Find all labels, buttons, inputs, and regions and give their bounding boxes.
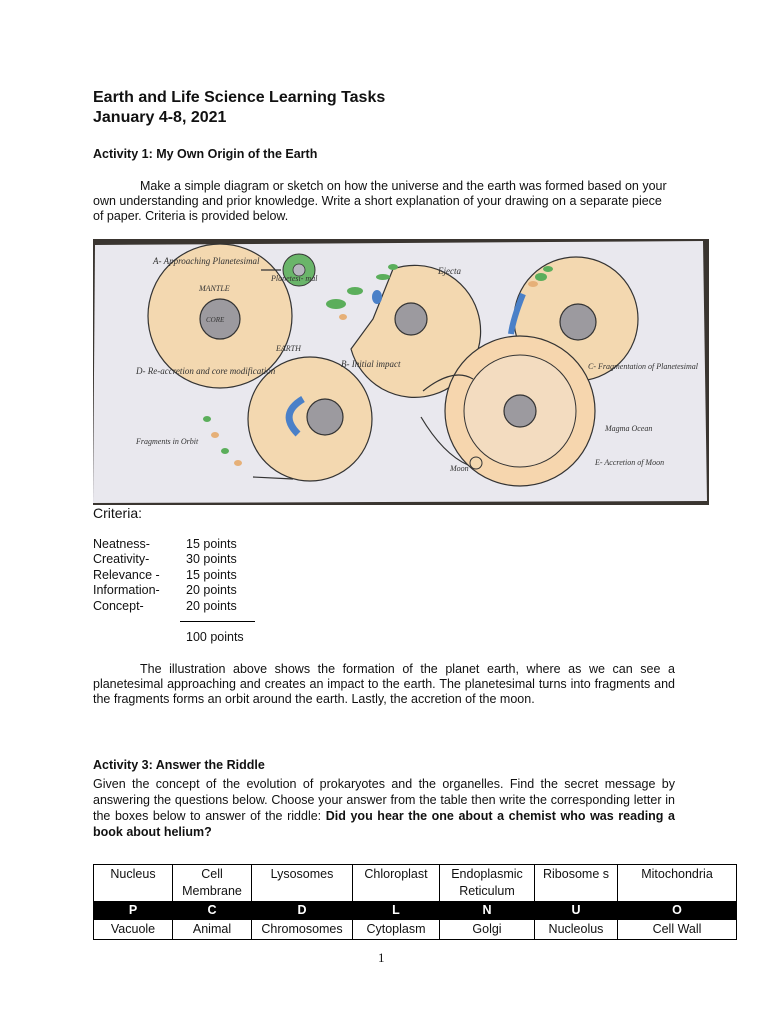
- table-cell: Cell Membrane: [173, 865, 252, 902]
- criteria-points: 20 points: [186, 583, 237, 597]
- table-cell: O: [618, 902, 737, 920]
- criteria-name: Neatness-: [93, 537, 150, 551]
- table-cell: Nucleolus: [535, 920, 618, 940]
- explanation-paragraph: The illustration above shows the formation of the planet earth, where as we can see a planetesimal approaching and creates an impact to the earth. The planetesimal turns into fragments and the fragments forms an orbit around the earth. Lastly, the accretion of the moon.: [93, 662, 675, 706]
- table-cell: Animal: [173, 920, 252, 940]
- table-cell: Chromosomes: [252, 920, 353, 940]
- criteria-total: 100 points: [186, 630, 244, 644]
- activity1-instructions: Make a simple diagram or sketch on how the universe and the earth was formed based on your own understanding and prior knowledge. Write a short explanation of your drawing on a separate piece of paper. Criteria is provided below.: [93, 179, 667, 223]
- activity3-intro-text: Given the concept of the evolution of prokaryotes and the organelles. Find the secret message by answering the questions below. Choose your answer from the table then write the corresponding letter in the boxes below to answer of the riddle:: [93, 777, 675, 823]
- criteria-label: Criteria:: [93, 505, 143, 521]
- criteria-name: Concept-: [93, 599, 144, 613]
- label-a: A- Approaching Planetesimal: [153, 256, 260, 266]
- criteria-points: 20 points: [186, 599, 237, 613]
- riddle-question: Did you hear the one about a chemist who was reading a book about helium?: [93, 809, 675, 839]
- activity3-intro: [93, 776, 675, 840]
- criteria-row: [93, 568, 293, 583]
- diagram-photo: [93, 239, 709, 505]
- criteria-name: Creativity-: [93, 552, 150, 566]
- table-cell: Ribosome s: [535, 865, 618, 902]
- table-cell: D: [252, 902, 353, 920]
- label-magma: Magma Ocean: [605, 424, 653, 433]
- table-cell: Golgi: [440, 920, 535, 940]
- diagram-drawing: [93, 239, 709, 505]
- page-number: 1: [378, 950, 385, 965]
- label-planetesimal: Planetesi- mal: [271, 274, 318, 283]
- label-mantle: MANTLE: [199, 284, 230, 293]
- criteria-row: [93, 599, 293, 614]
- label-c: C- Fragmentation of Planetesimal: [588, 362, 698, 371]
- criteria-row: [93, 552, 293, 567]
- table-cell: Cell Wall: [618, 920, 737, 940]
- table-cell: L: [353, 902, 440, 920]
- label-core: CORE: [206, 316, 225, 324]
- table-cell: U: [535, 902, 618, 920]
- table-row: [94, 902, 737, 920]
- criteria-row: [93, 537, 293, 552]
- criteria-name: Information-: [93, 583, 160, 597]
- criteria-name: Relevance -: [93, 568, 160, 582]
- document-date: January 4-8, 2021: [93, 109, 227, 126]
- label-fragments: Fragments in Orbit: [136, 437, 199, 446]
- table-row: [94, 920, 737, 940]
- activity3-heading: Activity 3: Answer the Riddle: [93, 758, 265, 772]
- table-cell: P: [94, 902, 173, 920]
- table-row: [94, 865, 737, 902]
- criteria-points: 15 points: [186, 568, 237, 582]
- label-earth: EARTH: [276, 344, 301, 353]
- criteria-row: [93, 583, 293, 598]
- label-e: E- Accretion of Moon: [595, 458, 665, 467]
- table-cell: N: [440, 902, 535, 920]
- criteria-points: 30 points: [186, 552, 237, 566]
- label-ejecta: Ejecta: [438, 266, 461, 276]
- criteria-sum-line: [180, 621, 255, 622]
- label-b: B- Initial impact: [341, 359, 401, 369]
- table-cell: Mitochondria: [618, 865, 737, 902]
- document-title: Earth and Life Science Learning Tasks: [93, 89, 386, 106]
- table-cell: Nucleus: [94, 865, 173, 902]
- table-cell: Chloroplast: [353, 865, 440, 902]
- table-cell: Vacuole: [94, 920, 173, 940]
- criteria-points: 15 points: [186, 537, 237, 551]
- table-cell: Cytoplasm: [353, 920, 440, 940]
- table-cell: C: [173, 902, 252, 920]
- table-cell: Lysosomes: [252, 865, 353, 902]
- label-d: D- Re-accretion and core modification: [136, 366, 276, 376]
- answer-table: [93, 864, 737, 940]
- activity1-heading: Activity 1: My Own Origin of the Earth: [93, 147, 318, 161]
- label-moon: Moon: [450, 464, 469, 473]
- table-cell: Endoplasmic Reticulum: [440, 865, 535, 902]
